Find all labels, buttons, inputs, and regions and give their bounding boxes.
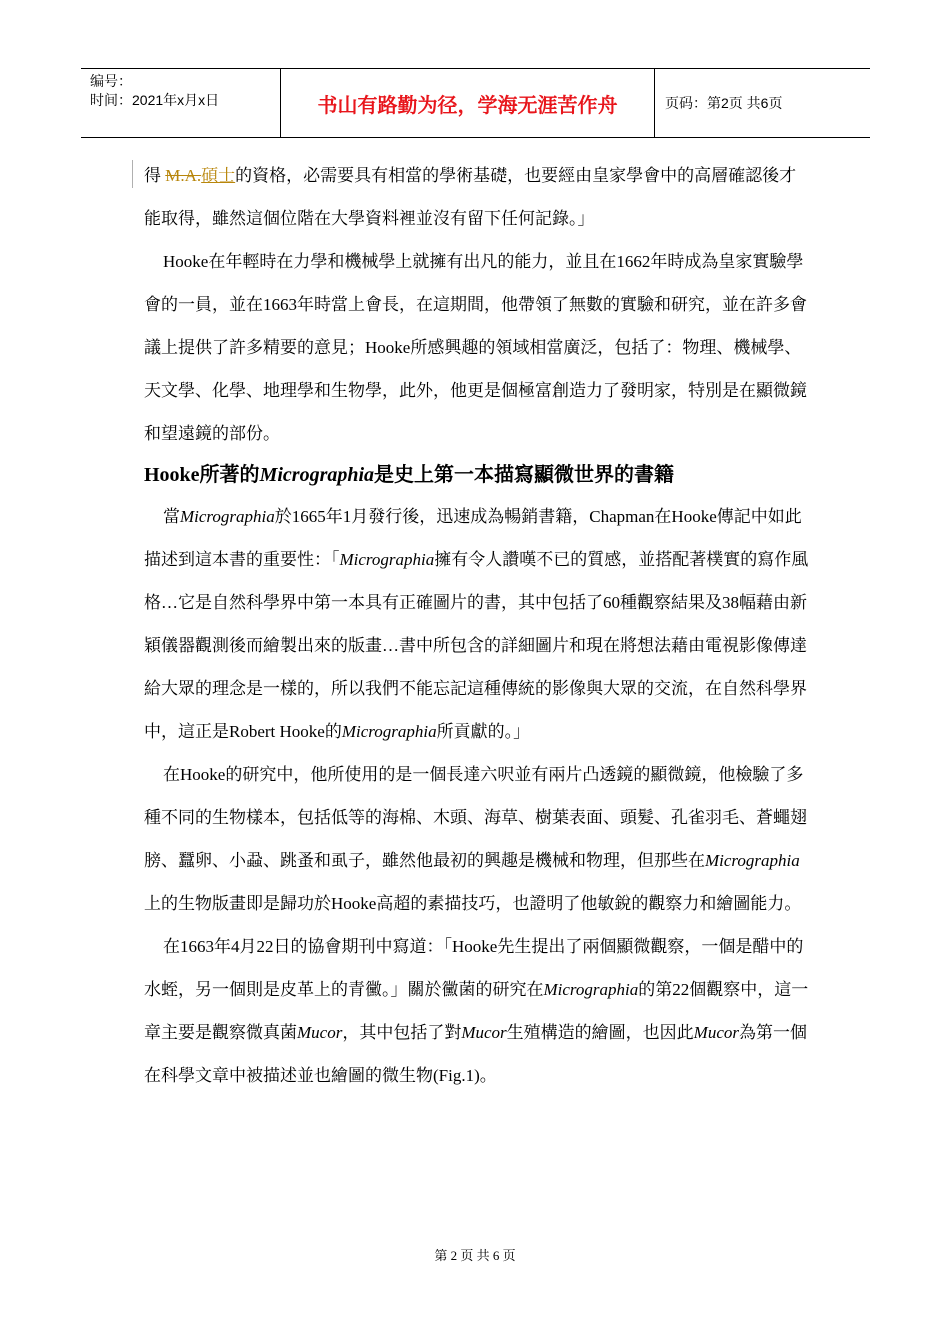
text-run: 生殖構造的繪圖，也因此 [506, 1023, 694, 1042]
text-run: 所貢獻的。」 [436, 722, 531, 741]
book-title: Micrographia [341, 722, 437, 741]
page-footer: 第 2 页 共 6 页 [434, 1248, 516, 1263]
text-run: 的資格，必需要具有相當的學術基礎，也要經由皇家學會中的高層確認後才能取得，雖然這個位階在大學資料裡並沒有留下任何記錄。」 [144, 166, 797, 228]
paragraph-5 [144, 925, 810, 1097]
document-body [144, 154, 810, 1097]
deleted-text: M.A. [165, 166, 202, 185]
text-run: 的第22個觀察中，這一章主要是觀察微真菌 [144, 980, 809, 1042]
text-run: ，其中包括了對 [342, 1023, 462, 1042]
header-table [81, 68, 870, 138]
text-run: 是史上第一本描寫顯微世界的書籍 [374, 464, 675, 486]
text-run: 於1665年1月發行後，迅速成為暢銷書籍，Chapman在Hooke傳記中如此描述到這本書的重要性：「 [144, 507, 802, 569]
species-name: Mucor [461, 1023, 507, 1042]
text-run: 上的生物版畫即是歸功於Hooke高超的素描技巧，也證明了他敏銳的觀察力和繪圖能力。 [144, 894, 802, 913]
text-run: 得 [144, 166, 166, 185]
time-label: 时间：2021年x月x日 [90, 92, 220, 108]
text-run: 擁有令人讚嘆不已的質感，並搭配著樸實的寫作風格…它是自然科學界中第一本具有正確圖片的書，其中包括了60種觀察結果及38幅藉由新穎儀器觀測後而繪製出來的版畫…書中所包含的詳細圖片和現在將想法藉由電視影像傳達給大眾的理念是一樣的，所以我們不能忘記這種傳統的影像與大眾的交流，在自然科學界中，這正是Robert Hooke的 [144, 550, 809, 741]
book-title: Micrographia [705, 851, 800, 870]
code-label: 编号： [90, 73, 132, 89]
header-page-info: 页码：第2页 共6页 [665, 95, 783, 111]
paragraph-4 [144, 753, 810, 925]
text-run: 為第一個在科學文章中被描述並也繪圖的微生物(Fig.1)。 [144, 1023, 807, 1085]
book-title: Micrographia [339, 550, 435, 569]
revision-bar [132, 160, 133, 188]
species-name: Mucor [693, 1023, 739, 1042]
text-run: 當 [163, 507, 180, 526]
header-motto: 书山有路勤为径，学海无涯苦作舟 [281, 69, 655, 137]
header-meta [81, 69, 281, 137]
inserted-text: 碩士 [201, 166, 236, 185]
book-title: Micrographia [259, 464, 375, 486]
section-heading [144, 455, 810, 495]
paragraph-2: Hooke在年輕時在力學和機械學上就擁有出凡的能力，並且在1662年時成為皇家實驗學會的一員，並在1663年時當上會長，在這期間，他帶領了無數的實驗和研究，並在許多會議上提供了許多精要的意見；Hooke所感興趣的領域相當廣泛，包括了：物理、機械學、天文學、化學、地理學和生物學，此外，他更是個極富創造力了發明家，特別是在顯微鏡和望遠鏡的部份。 [144, 252, 807, 443]
book-title: Micrographia [180, 507, 275, 526]
species-name: Mucor [297, 1023, 343, 1042]
paragraph-1 [144, 154, 810, 240]
text-run: Hooke所著的 [144, 464, 260, 486]
text-run: 在Hooke的研究中，他所使用的是一個長達六呎並有兩片凸透鏡的顯微鏡，他檢驗了多種不同的生物樣本，包括低等的海棉、木頭、海草、樹葉表面、頭髮、孔雀羽毛、蒼蠅翅膀、蠶卵、小蝨、跳蚤和虱子，雖然他最初的興趣是機械和物理，但那些在 [144, 765, 807, 870]
book-title: Micrographia [543, 980, 639, 999]
text-run: 在1663年4月22日的協會期刊中寫道：「Hooke先生提出了兩個顯微觀察，一個是醋中的水蛭，另一個則是皮革上的青黴。」關於黴菌的研究在 [144, 937, 804, 999]
paragraph-3 [144, 495, 810, 753]
